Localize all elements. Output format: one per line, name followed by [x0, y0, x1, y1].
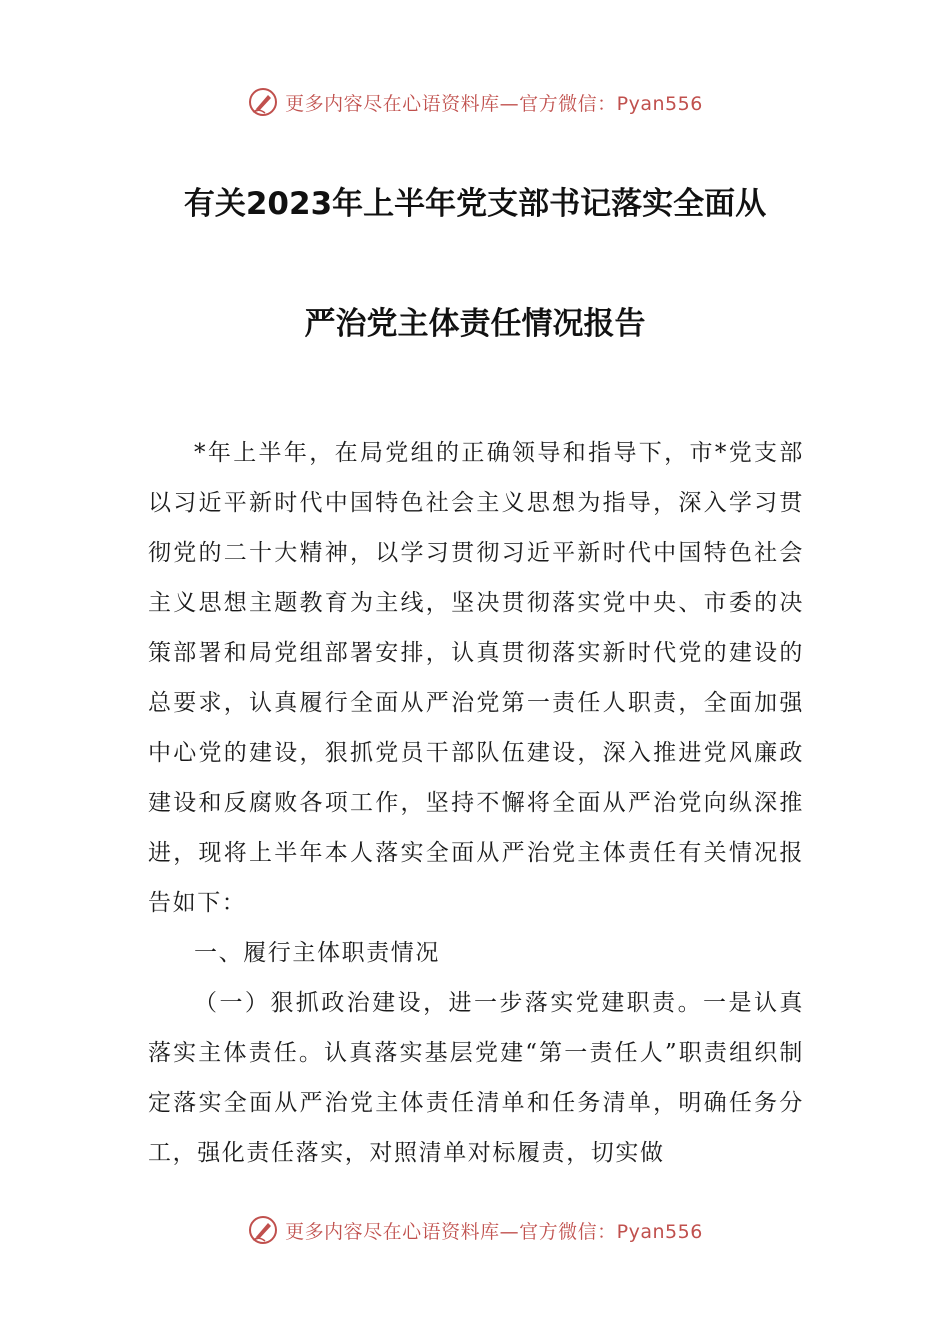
pen-logo-icon [247, 86, 279, 118]
watermark-text: 更多内容尽在心语资料库—官方微信：Pyan556 [285, 92, 703, 115]
paragraph-intro: *年上半年，在局党组的正确领导和指导下，市*党支部以习近平新时代中国特色社会主义思想为指导，深入学习贯彻党的二十大精神，以学习贯彻习近平新时代中国特色社会主义思想主题教育为主线，坚决贯彻落实党中央、市委的决策部署和局党组部署安排，认真贯彻落实新时代党的建设的总要求，认真履行全面从严治党第一责任人职责，全面加强中心党的建设，狠抓党员干部队伍建设，深入推进党风廉政建设和反腐败各项工作，坚持不懈将全面从严治党向纵深推进，现将上半年本人落实全面从严治党主体责任有关情况报告如下： [148, 440, 804, 916]
header-watermark [0, 84, 950, 120]
document-title-line-2: 严治党主体责任情况报告 [304, 306, 646, 342]
footer-watermark [0, 1212, 950, 1248]
paragraph-political-building: （一）狠抓政治建设，进一步落实党建职责。一是认真落实主体责任。认真落实基层党建“第一责任人”职责组织制定落实全面从严治党主体责任清单和任务清单，明确任务分工，强化责任落实，对照清单对标履责，切实做 [148, 990, 804, 1166]
document-body [148, 428, 804, 1178]
document-title-line-1: 有关2023年上半年党支部书记落实全面从 [183, 186, 767, 222]
pen-logo-icon [247, 1214, 279, 1246]
section-heading: 一、履行主体职责情况 [194, 940, 440, 966]
watermark-text: 更多内容尽在心语资料库—官方微信：Pyan556 [285, 1220, 703, 1243]
